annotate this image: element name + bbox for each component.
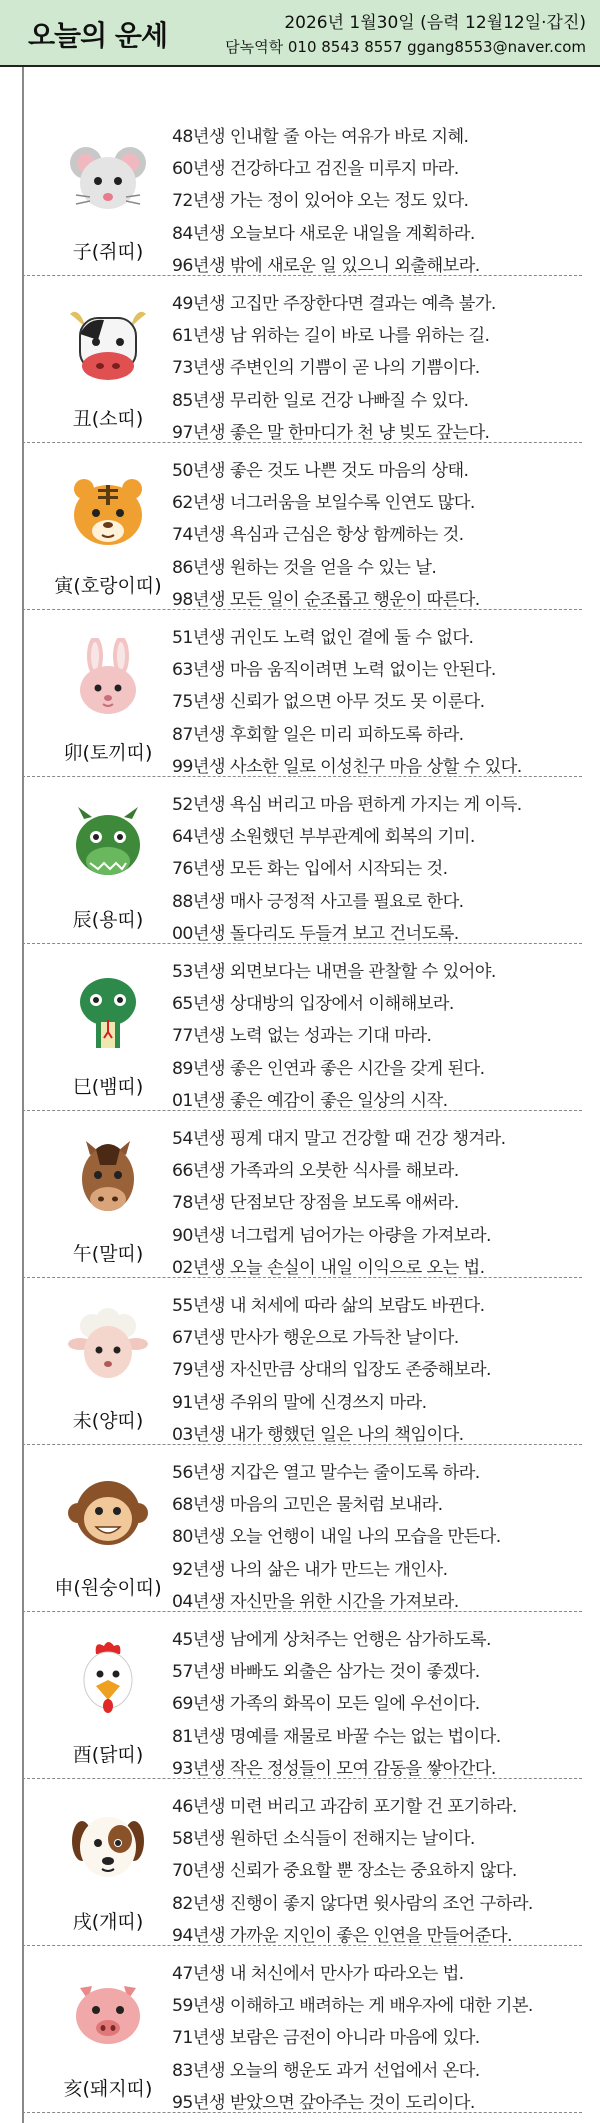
dog-icon bbox=[68, 1807, 148, 1887]
fortune-line: 68년생 마음의 고민은 물처럼 보내라. bbox=[172, 1495, 443, 1516]
fortune-line: 60년생 건강하다고 검진을 미루지 마라. bbox=[172, 159, 459, 180]
fortune-line: 00년생 돌다리도 두들겨 보고 건너도록. bbox=[172, 923, 459, 944]
fortune-line: 58년생 원하던 소식들이 전해지는 날이다. bbox=[172, 1829, 475, 1850]
zodiac-row bbox=[22, 610, 582, 777]
fortune-line: 59년생 이해하고 배려하는 게 배우자에 대한 기본. bbox=[172, 1996, 533, 2017]
date-line: 2026년 1월30일 (음력 12월12일·갑진) bbox=[284, 13, 586, 33]
zodiac-label: 酉(닭띠) bbox=[72, 1744, 144, 1766]
fortune-line: 48년생 인내할 줄 아는 여유가 바로 지혜. bbox=[172, 127, 469, 147]
fortune-lines bbox=[172, 1624, 582, 1785]
fortune-lines bbox=[172, 1791, 582, 1952]
zodiac-label: 子(쥐띠) bbox=[72, 241, 144, 263]
fortune-line: 90년생 너그럽게 넘어가는 아량을 가져보라. bbox=[172, 1225, 491, 1246]
horse-icon bbox=[68, 1139, 148, 1219]
fortune-line: 67년생 만사가 행운으로 가득찬 날이다. bbox=[172, 1328, 459, 1349]
page-title: 오늘의 운세 bbox=[28, 19, 167, 52]
tiger-icon bbox=[68, 471, 148, 551]
fortune-line: 81년생 명예를 재물로 바꿀 수는 없는 법이다. bbox=[172, 1726, 501, 1747]
zodiac-row bbox=[22, 1946, 582, 2113]
zodiac-label: 申(원숭이띠) bbox=[54, 1577, 162, 1599]
fortune-line: 61년생 남 위하는 길이 바로 나를 위하는 길. bbox=[172, 326, 490, 347]
fortune-line: 63년생 마음 움직이려면 노력 없이는 안된다. bbox=[172, 660, 496, 681]
fortune-line: 89년생 좋은 인연과 좋은 시간을 갖게 된다. bbox=[172, 1058, 485, 1079]
zodiac-label: 亥(돼지띠) bbox=[63, 2078, 153, 2100]
header bbox=[0, 0, 600, 67]
zodiac-label: 巳(뱀띠) bbox=[72, 1076, 144, 1098]
fortune-line: 94년생 가까운 지인이 좋은 인연을 만들어준다. bbox=[172, 1925, 512, 1946]
fortune-line: 73년생 주변인의 기쁨이 곧 나의 기쁨이다. bbox=[172, 358, 480, 379]
fortune-line: 57년생 바빠도 외출은 삼가는 것이 좋겠다. bbox=[172, 1662, 480, 1683]
fortune-line: 56년생 지갑은 열고 말수는 줄이도록 하라. bbox=[172, 1463, 480, 1483]
fortune-line: 86년생 원하는 것을 얻을 수 있는 날. bbox=[172, 557, 437, 578]
fortune-line: 46년생 미련 버리고 과감히 포기할 건 포기하라. bbox=[172, 1797, 517, 1817]
fortune-lines bbox=[172, 288, 582, 449]
monkey-icon bbox=[68, 1473, 148, 1553]
fortune-line: 75년생 신뢰가 없으면 아무 것도 못 이룬다. bbox=[172, 692, 485, 713]
fortune-lines bbox=[172, 1290, 582, 1451]
zodiac-label: 丑(소띠) bbox=[72, 408, 144, 430]
fortune-line: 91년생 주위의 말에 신경쓰지 마라. bbox=[172, 1392, 427, 1413]
fortune-line: 98년생 모든 일이 순조롭고 행운이 따른다. bbox=[172, 589, 480, 610]
zodiac-label: 午(말띠) bbox=[72, 1243, 144, 1265]
fortune-line: 62년생 너그러움을 보일수록 인연도 많다. bbox=[172, 493, 475, 514]
fortune-line: 79년생 자신만큼 상대의 입장도 존중해보라. bbox=[172, 1360, 491, 1381]
fortune-line: 54년생 핑계 대지 말고 건강할 때 건강 챙겨라. bbox=[172, 1129, 506, 1149]
zodiac-row bbox=[22, 1278, 582, 1445]
rat-icon bbox=[68, 137, 148, 217]
fortune-line: 01년생 좋은 예감이 좋은 일상의 시작. bbox=[172, 1090, 448, 1111]
zodiac-row bbox=[22, 1111, 582, 1278]
fortune-line: 72년생 가는 정이 있어야 오는 정도 있다. bbox=[172, 191, 469, 212]
zodiac-row bbox=[22, 276, 582, 443]
fortune-line: 52년생 욕심 버리고 마음 편하게 가지는 게 이득. bbox=[172, 795, 522, 815]
zodiac-row bbox=[22, 109, 582, 276]
zodiac-row bbox=[22, 944, 582, 1111]
fortune-line: 97년생 좋은 말 한마디가 천 냥 빚도 갚는다. bbox=[172, 422, 490, 443]
rabbit-icon bbox=[68, 638, 148, 718]
zodiac-label: 辰(용띠) bbox=[72, 909, 144, 931]
fortune-lines bbox=[172, 789, 582, 950]
rooster-icon bbox=[68, 1640, 148, 1720]
fortune-lines bbox=[172, 455, 582, 616]
fortune-line: 47년생 내 처신에서 만사가 따라오는 법. bbox=[172, 1964, 464, 1984]
fortune-line: 93년생 작은 정성들이 모여 감동을 쌓아간다. bbox=[172, 1758, 496, 1779]
fortune-lines bbox=[172, 1457, 582, 1618]
fortune-line: 95년생 받았으면 갚아주는 것이 도리이다. bbox=[172, 2092, 475, 2113]
fortune-lines bbox=[172, 956, 582, 1117]
fortune-line: 96년생 밖에 새로운 일 있으니 외출해보라. bbox=[172, 255, 480, 276]
fortune-line: 80년생 오늘 언행이 내일 나의 모습을 만든다. bbox=[172, 1527, 501, 1548]
fortune-line: 55년생 내 처세에 따라 삶의 보람도 바뀐다. bbox=[172, 1296, 485, 1316]
fortune-lines bbox=[172, 121, 582, 282]
fortune-line: 78년생 단점보단 장점을 보도록 애써라. bbox=[172, 1193, 459, 1214]
fortune-line: 82년생 진행이 좋지 않다면 윗사람의 조언 구하라. bbox=[172, 1893, 533, 1914]
fortune-line: 03년생 내가 행했던 일은 나의 책임이다. bbox=[172, 1424, 464, 1445]
zodiac-label: 寅(호랑이띠) bbox=[54, 575, 162, 597]
fortune-line: 02년생 오늘 손실이 내일 이익으로 오는 법. bbox=[172, 1257, 485, 1278]
fortune-lines bbox=[172, 1123, 582, 1284]
fortune-line: 74년생 욕심과 근심은 항상 함께하는 것. bbox=[172, 525, 464, 546]
dragon-icon bbox=[68, 805, 148, 885]
fortune-line: 69년생 가족의 화목이 모든 일에 우선이다. bbox=[172, 1694, 480, 1715]
zodiac-row bbox=[22, 1445, 582, 1612]
ox-icon bbox=[68, 304, 148, 384]
fortune-line: 85년생 무리한 일로 건강 나빠질 수 있다. bbox=[172, 390, 469, 411]
fortune-line: 77년생 노력 없는 성과는 기대 마라. bbox=[172, 1026, 432, 1047]
fortune-line: 64년생 소원했던 부부관계에 회복의 기미. bbox=[172, 827, 475, 848]
fortune-line: 76년생 모든 화는 입에서 시작되는 것. bbox=[172, 859, 448, 880]
fortune-lines bbox=[172, 1958, 582, 2119]
snake-icon bbox=[68, 972, 148, 1052]
fortune-line: 65년생 상대방의 입장에서 이해해보라. bbox=[172, 994, 454, 1015]
zodiac-row bbox=[22, 443, 582, 610]
zodiac-row bbox=[22, 777, 582, 944]
fortune-line: 53년생 외면보다는 내면을 관찰할 수 있어야. bbox=[172, 962, 496, 982]
zodiac-row bbox=[22, 1612, 582, 1779]
fortune-line: 04년생 자신만을 위한 시간을 가져보라. bbox=[172, 1591, 459, 1612]
fortune-line: 83년생 오늘의 행운도 과거 선업에서 온다. bbox=[172, 2060, 480, 2081]
fortune-line: 84년생 오늘보다 새로운 내일을 계획하라. bbox=[172, 223, 475, 244]
fortune-line: 92년생 나의 삶은 내가 만드는 개인사. bbox=[172, 1559, 448, 1580]
zodiac-label: 未(양띠) bbox=[72, 1410, 144, 1432]
fortune-line: 45년생 남에게 상처주는 언행은 삼가하도록. bbox=[172, 1630, 491, 1650]
zodiac-label: 戌(개띠) bbox=[72, 1911, 144, 1933]
fortune-line: 99년생 사소한 일로 이성친구 마음 상할 수 있다. bbox=[172, 756, 522, 777]
fortune-line: 49년생 고집만 주장한다면 결과는 예측 불가. bbox=[172, 294, 496, 314]
fortune-line: 88년생 매사 긍정적 사고를 필요로 한다. bbox=[172, 891, 464, 912]
contact-line: 담녹역학 010 8543 8557 ggang8553@naver.com bbox=[225, 38, 586, 56]
fortune-line: 87년생 후회할 일은 미리 피하도록 하라. bbox=[172, 724, 464, 745]
fortune-line: 71년생 보람은 금전이 아니라 마음에 있다. bbox=[172, 2028, 480, 2049]
pig-icon bbox=[68, 1974, 148, 2054]
fortune-line: 70년생 신뢰가 중요할 뿐 장소는 중요하지 않다. bbox=[172, 1861, 517, 1882]
sheep-icon bbox=[68, 1306, 148, 1386]
fortune-lines bbox=[172, 622, 582, 783]
zodiac-row bbox=[22, 1779, 582, 1946]
fortune-line: 51년생 귀인도 노력 없인 곁에 둘 수 없다. bbox=[172, 628, 474, 648]
fortune-line: 66년생 가족과의 오붓한 식사를 해보라. bbox=[172, 1161, 459, 1182]
zodiac-label: 卯(토끼띠) bbox=[63, 742, 153, 764]
fortune-line: 50년생 좋은 것도 나쁜 것도 마음의 상태. bbox=[172, 461, 469, 481]
